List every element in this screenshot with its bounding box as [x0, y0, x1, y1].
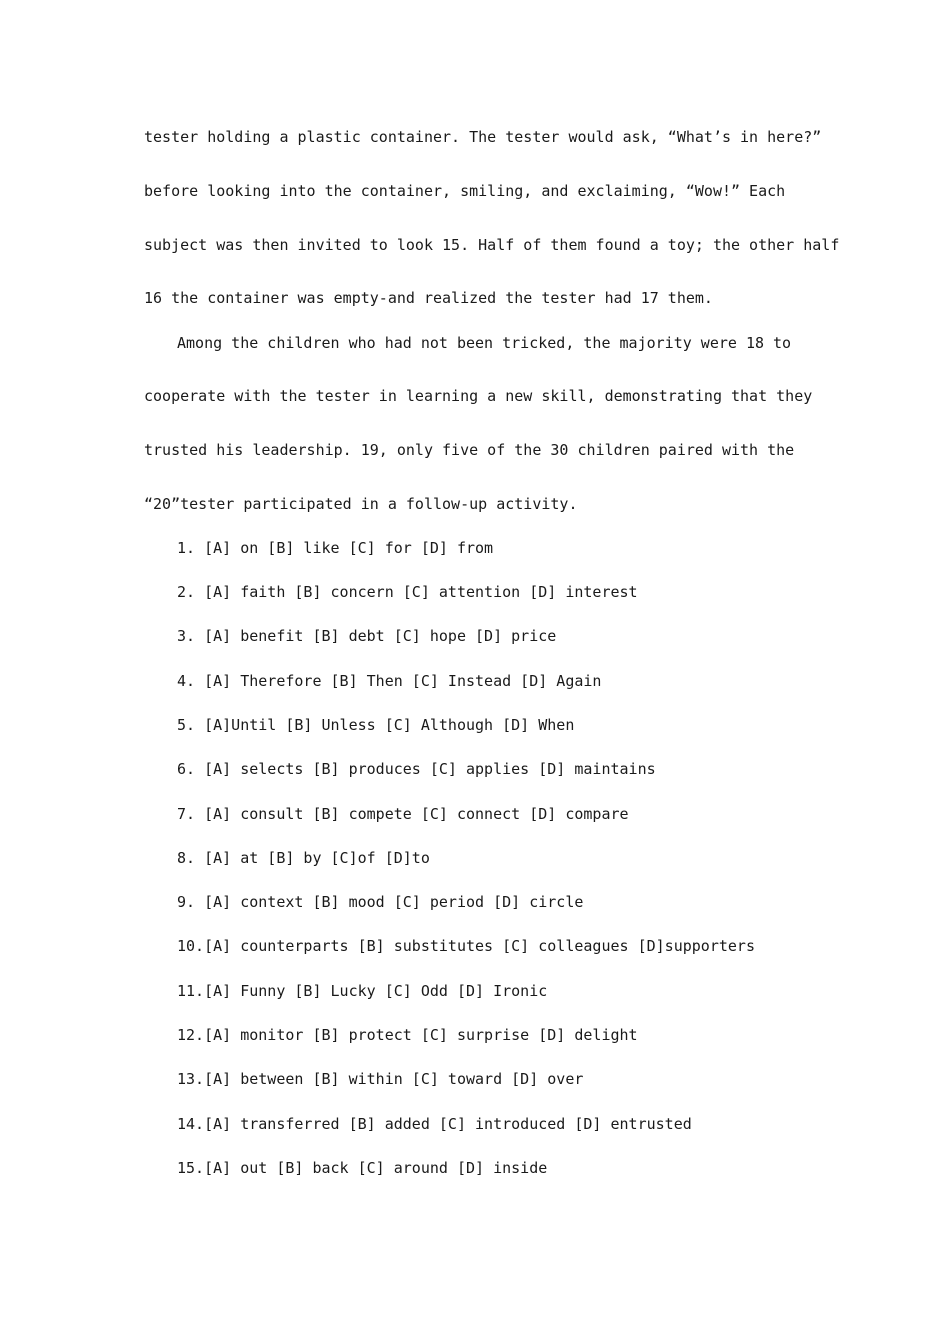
question-item [177, 981, 547, 1001]
passage-line: “20”tester participated in a follow-up activity. [144, 495, 578, 513]
question-item [177, 715, 574, 735]
question-item [177, 1069, 583, 1089]
question-options: [A] Funny [B] Lucky [C] Odd [D] Ironic [204, 982, 548, 1000]
question-number: 12. [177, 1026, 205, 1044]
question-item [177, 804, 629, 824]
question-number: 15. [177, 1159, 205, 1177]
question-options: [A] out [B] back [C] around [D] inside [204, 1159, 548, 1177]
question-item [177, 538, 493, 558]
passage-line: 16 the container was empty-and realized the tester had 17 them. [144, 289, 713, 307]
question-options: [A] benefit [B] debt [C] hope [D] price [204, 627, 557, 645]
question-number: 2. [177, 583, 196, 601]
question-number: 8. [177, 849, 196, 867]
question-options: [A] counterparts [B] substitutes [C] colleagues [D]supporters [204, 937, 755, 955]
question-number: 9. [177, 893, 196, 911]
question-item [177, 892, 583, 912]
question-options: [A] transferred [B] added [C] introduced [D] entrusted [204, 1115, 692, 1133]
question-number: 6. [177, 760, 196, 778]
question-options: [A] at [B] by [C]of [D]to [204, 849, 430, 867]
passage-line: subject was then invited to look 15. Half of them found a toy; the other half [144, 236, 840, 254]
question-number: 7. [177, 805, 196, 823]
question-item [177, 759, 656, 779]
passage-line: before looking into the container, smiling, and exclaiming, “Wow!” Each [144, 182, 786, 200]
question-options: [A] Therefore [B] Then [C] Instead [D] Again [204, 672, 602, 690]
question-number: 1. [177, 539, 196, 557]
question-number: 14. [177, 1115, 205, 1133]
question-options: [A] consult [B] compete [C] connect [D] compare [204, 805, 629, 823]
question-item [177, 671, 601, 691]
question-options: [A] on [B] like [C] for [D] from [204, 539, 494, 557]
passage-line: cooperate with the tester in learning a new skill, demonstrating that they [144, 387, 813, 405]
question-options: [A] monitor [B] protect [C] surprise [D] delight [204, 1026, 638, 1044]
question-item [177, 626, 556, 646]
question-options: [A] context [B] mood [C] period [D] circle [204, 893, 584, 911]
question-options: [A] faith [B] concern [C] attention [D] interest [204, 583, 638, 601]
passage-line: trusted his leadership. 19, only five of the 30 children paired with the [144, 441, 795, 459]
question-item [177, 1114, 692, 1134]
question-item [177, 936, 755, 956]
question-number: 5. [177, 716, 196, 734]
question-number: 13. [177, 1070, 205, 1088]
question-item [177, 1025, 638, 1045]
question-options: [A] between [B] within [C] toward [D] over [204, 1070, 584, 1088]
question-number: 3. [177, 627, 196, 645]
question-options: [A]Until [B] Unless [C] Although [D] When [204, 716, 575, 734]
question-number: 4. [177, 672, 196, 690]
question-item [177, 582, 638, 602]
question-item [177, 1158, 547, 1178]
passage-line: tester holding a plastic container. The tester would ask, “What’s in here?” [144, 128, 822, 146]
question-options: [A] selects [B] produces [C] applies [D] maintains [204, 760, 656, 778]
passage-line: Among the children who had not been tricked, the majority were 18 to [177, 334, 792, 352]
question-number: 10. [177, 937, 205, 955]
question-number: 11. [177, 982, 205, 1000]
question-item [177, 848, 430, 868]
